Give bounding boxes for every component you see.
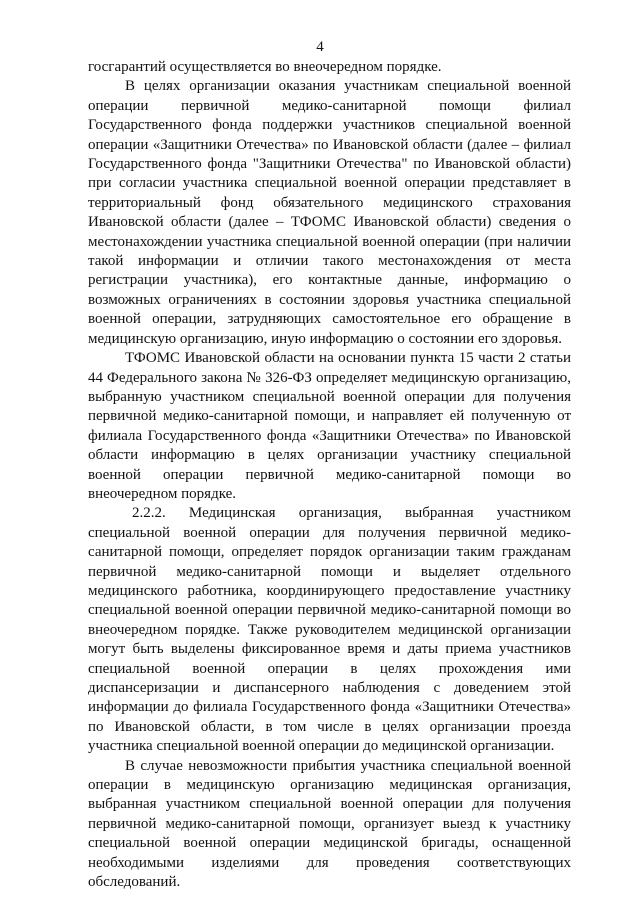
page-number: 4	[316, 39, 324, 55]
paragraph-organization-of-care: В целях организации оказания участникам специальной военной операции первичной медико-санитарной помощи филиал Государственного фонда поддержки участников специальной военной операции «Защитники Отечества» по Ивановской области (далее – филиал Государственного фонда "Защитники Отечества" по Ивановской области) при согласии участника специальной военной операции представляет в территориальный фонд обязательного медицинского страхования Ивановской области (далее – ТФОМС Ивановской области) сведения о местонахождении участника специальной военной операции (при наличии такой информации и отличии такого местонахождения от места регистрации участника), его контактные данные, информацию о возможных ограничениях в состоянии здоровья участника специальной военной операции, затрудняющих самостоятельное его обращение в медицинскую организацию, иную информацию о состоянии его здоровья.	[88, 78, 571, 347]
paragraph-tfoms-determination: ТФОМС Ивановской области на основании пункта 15 части 2 статьи 44 Федерального закона № 326-ФЗ определяет медицинскую организацию, выбранную участником специальной военной операции для получения первичной медико-санитарной помощи, и направляет ей полученную от филиала Государственного фонда «Защитники Отечества» по Ивановской области информацию в целях организации участнику специальной военной операции первичной медико-санитарной помощи во внеочередном порядке.	[88, 350, 571, 502]
paragraph-section-2-2-2: 2.2.2. Медицинская организация, выбранная участником специальной военной операции для получения первичной медико-санитарной помощи, определяет порядок организации таким гражданам первичной медико-санитарной помощи и выделяет отдельного медицинского работника, координирующего предоставление участнику специальной военной операции первичной медико-санитарной помощи во внеочередном порядке. Также руководителем медицинской организации могут быть выделены фиксированное время и даты приема участников специальной военной операции в целях прохождения ими диспансеризации и диспансерного наблюдения с доведением этой информации до филиала Государственного фонда «Защитники Отечества» по Ивановской области, в том числе в целях организации проезда участника специальной военной операции до медицинской организации.	[88, 505, 571, 755]
paragraph-continuation: госгарантий осуществляется во внеочередном порядке.	[88, 59, 442, 75]
document-body	[88, 58, 571, 892]
paragraph-home-visit: В случае невозможности прибытия участника специальной военной операции в медицинскую организацию медицинская организация, выбранная участником специальной военной операции для получения первичной медико-санитарной помощи, организует выезд к участнику специальной военной операции медицинской бригады, оснащенной необходимыми изделиями для проведения соответствующих обследований.	[88, 757, 571, 891]
